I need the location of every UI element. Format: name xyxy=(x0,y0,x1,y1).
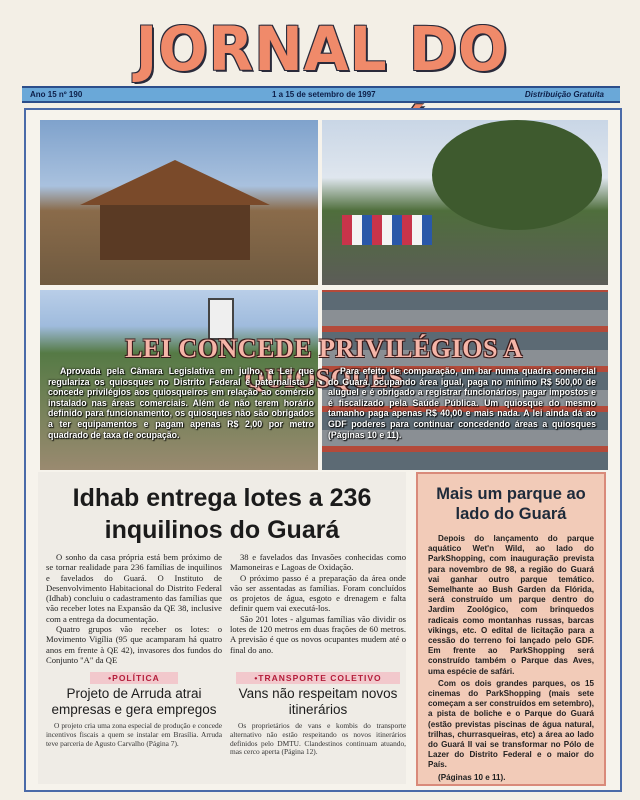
lead-headline: LEI CONCEDE PRIVILÉGIOS A QUIOSQUES xyxy=(125,334,523,393)
issue-info-bar xyxy=(22,86,620,103)
parque-body xyxy=(428,534,594,783)
kiosk-photo-2 xyxy=(322,120,608,285)
lead-text-right: Para efeito de comparação, um bar numa quadra comercial do Guará, ocupando área igual, paga no mínimo R$ 500,00 de aluguel e é obrigado a registrar funcionários, pagar impostos e é fiscalizado pela Saúde Pública. Um quiosque do mesmo tamanho paga apenas R$ 40,00 e mais nada. A lei ainda dá ao GDF poderes para continuar concedendo áreas a quiosques (Páginas 10 e 11). xyxy=(328,366,596,440)
tree-shape xyxy=(432,120,602,230)
parque-paragraph: Depois do lançamento do parque aquático Wet'n Wild, ao lado do ParkShopping, com inauguração prevista para novembro de 98, a região do Guará vai ganhar outro parque temático. Semelhante ao Bush Garden da Flórida, será construído um parque dentro do Jardim Zoológico, com brinquedos radicais como montanhas russas, barcas vikings, etc. O edital de licitação para a cessão do terreno foi lançado pelo GDF. Em frente ao ParkShopping será construído também o Parque das Aves, uma espécie de safári. xyxy=(428,534,594,676)
kiosk-awning xyxy=(342,215,432,245)
kiosk-structure xyxy=(100,205,250,260)
distribution-note: Distribuição Gratuita xyxy=(524,90,604,99)
politica-teaser xyxy=(46,668,222,748)
issue-date: 1 a 15 de setembro de 1997 xyxy=(272,90,376,99)
idhab-column-1 xyxy=(46,552,222,665)
idhab-paragraph: O próximo passo é a preparação da área onde vão ser assentadas as famílias. Foram concluídos os projetos de água, esgoto e drenagem e falta definir quem vai executá-los. xyxy=(230,572,406,614)
kiosk-photo-1 xyxy=(40,120,318,285)
idhab-paragraph: O sonho da casa própria está bem próximo de se tornar realidade para 236 famílias de inquilinos e favelados do Guará. O Instituto de Desenvolvimento Habitacional do Distrito Federal (Idhab) concluiu o cadastramento das famílias que vão receber lotes na Expansão da QE 38, inclusive com a entrega da documentação. xyxy=(46,552,222,624)
transporte-tag: •TRANSPORTE COLETIVO xyxy=(236,672,399,684)
politica-tag: •POLÍTICA xyxy=(90,672,178,684)
transporte-teaser xyxy=(230,668,406,757)
idhab-column-2 xyxy=(230,552,406,655)
parque-headline: Mais um parque ao lado do Guará xyxy=(436,485,586,523)
politica-text: O projeto cria uma zona especial de produção e concede incentivos fiscais a quem se instalar em Brasília. Arruda teve parceria de Agusto Carvalho (Página 7). xyxy=(46,721,222,748)
idhab-headline: Idhab entrega lotes a 236 inquilinos do Guará xyxy=(72,484,372,544)
front-page-frame xyxy=(24,108,622,792)
parque-box xyxy=(416,472,606,786)
politica-headline: Projeto de Arruda atrai empresas e gera empregos xyxy=(51,686,217,717)
kiosk-roof xyxy=(80,160,270,205)
issue-number: Ano 15 nº 190 xyxy=(30,90,83,99)
lead-text-left: Aprovada pela Câmara Legislativa em julho, a Lei que regulariza os quiosques no Distrito Federal é paternalista e concede privilégios aos quiosqueiros em relação ao comércio instalado nas áreas comerciais. Além de não terem horário definido para funcionamento, os quiosques não são obrigados a ter equipamentos e pagam apenas R$ 2,00 por metro quadrado de taxa de ocupação. xyxy=(48,366,314,440)
transporte-headline: Vans não respeitam novos itinerários xyxy=(238,686,398,717)
masthead-title: JORNAL DO xyxy=(135,13,509,85)
idhab-paragraph: São 201 lotes - algumas famílias vão dividir os lotes de 120 metros em duas frações de 60 metros. A previsão é que os novos ocupantes mudem até o final do ano. xyxy=(230,613,406,655)
parque-paragraph: (Páginas 10 e 11). xyxy=(438,772,506,782)
idhab-story xyxy=(38,472,406,784)
idhab-paragraph: Quatro grupos vão receber os lotes: o Movimento Vigília (95 que acamparam há quatro anos em frente à QE 42), invasores dos fundos do Conjunto "A" da QE xyxy=(46,624,222,665)
transporte-text: Os proprietários de vans e kombis do transporte alternativo não estão respeitando os novos itinerários definidos pelo DMTU. Clandestinos continuam atuando, mas cerco aperta (Página 12). xyxy=(230,721,406,757)
idhab-paragraph: 38 e favelados das Invasões conhecidas como Mamoneiras e Lagoas de Oxidação. xyxy=(230,552,406,573)
parque-paragraph: Com os dois grandes parques, os 15 cinemas do ParkShopping (mais sete começam a ser construídos em setembro), a pista de boliche e o Parque do Guará (estão previstas piscinas de água natural, trilhas, churrasqueiras, etc) a área ao lado do Guará II vai se transformar no Pólo de Lazer do Distrito Federal e o maior do País. xyxy=(428,678,594,770)
